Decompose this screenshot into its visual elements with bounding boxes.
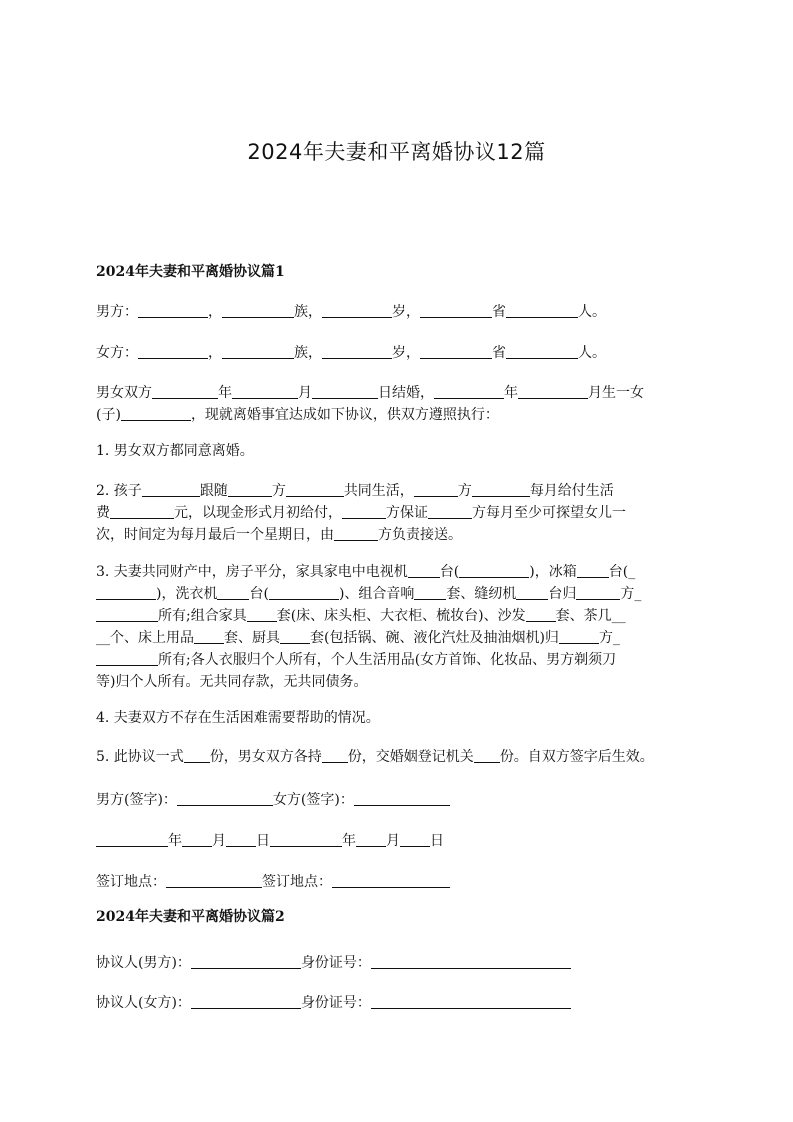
blank-field[interactable] [217,585,249,600]
blank-field[interactable] [420,303,492,318]
blank-field[interactable] [110,504,174,519]
blank-field[interactable] [96,651,158,666]
blank-field[interactable] [526,607,556,622]
date-line: 年 月 日 年 月 日 [96,830,696,852]
item-4: 4. 夫妻双方不存在生活困难需要帮助的情况。 [96,710,380,726]
blank-field[interactable] [414,482,458,497]
party-female-line: 协议人(女方)： 身份证号： [96,992,696,1014]
female-signature-field[interactable] [354,791,450,806]
blank-field[interactable] [459,563,529,578]
blank-field[interactable] [506,303,578,318]
place-field[interactable] [166,873,262,888]
item-3-line-4: __个、床上用品 套、厨具 套(包括锅、碗、液化汽灶及抽油烟机)归 方_ [96,630,620,646]
blank-field[interactable] [322,748,348,763]
female-info-line: 女方： ， 族， 岁， 省 人。 [96,345,606,361]
blank-field[interactable] [576,585,620,600]
blank-field[interactable] [232,384,298,399]
item-3-line-6: 等)归个人所有。无共同存款，无共同债务。 [96,674,368,690]
place-field[interactable] [332,873,450,888]
item-2-line-1: 2. 孩子 跟随 方 共同生活， 方 每月给付生活 [96,483,614,499]
party-female-name-field[interactable] [191,994,301,1009]
marriage-line-1: 男女双方 年 月 日结婚， 年 月生一女 [96,385,644,401]
year-field[interactable] [270,832,342,847]
party-male-id-field[interactable] [371,954,571,969]
item-3-line-1: 3. 夫妻共同财产中，房子平分，家具家电中电视机 台( )，冰箱 台(_ [96,564,636,580]
month-field[interactable] [182,832,212,847]
party-male-name-field[interactable] [191,954,301,969]
blank-field[interactable] [138,344,208,359]
item-5: 5. 此协议一式 份，男女双方各持 份，交婚姻登记机关 份。自双方签字后生效。 [96,749,654,765]
month-field[interactable] [356,832,386,847]
blank-field[interactable] [408,563,440,578]
item-2-line-2: 费 元，以现金形式月初给付， 方保证 方每月至少可探望女儿一 [96,505,626,521]
blank-field[interactable] [228,482,272,497]
party-male-line: 协议人(男方)： 身份证号： [96,952,696,974]
blank-field[interactable] [121,406,191,421]
blank-field[interactable] [474,748,500,763]
party-female-id-field[interactable] [371,994,571,1009]
blank-field[interactable] [516,585,548,600]
signature-line: 男方(签字)： 女方(签字)： [96,789,696,811]
blank-field[interactable] [322,344,392,359]
blank-field[interactable] [472,482,530,497]
blank-field[interactable] [334,526,378,541]
blank-field[interactable] [434,384,504,399]
blank-field[interactable] [247,607,277,622]
blank-field[interactable] [96,585,156,600]
blank-field[interactable] [222,344,294,359]
day-field[interactable] [226,832,256,847]
blank-field[interactable] [280,629,310,644]
item-1: 1. 男女双方都同意离婚。 [96,443,254,459]
blank-field[interactable] [286,482,344,497]
blank-field[interactable] [152,384,218,399]
year-field[interactable] [96,832,168,847]
blank-field[interactable] [269,585,339,600]
blank-field[interactable] [184,748,210,763]
blank-field[interactable] [142,482,200,497]
blank-field[interactable] [506,344,578,359]
blank-field[interactable] [428,504,472,519]
item-2-line-3: 次，时间定为每月最后一个星期日，由 方负责接送。 [96,527,462,543]
blank-field[interactable] [222,303,294,318]
section-heading-1: 2024年夫妻和平离婚协议篇1 [96,264,285,280]
male-signature-field[interactable] [177,791,273,806]
blank-field[interactable] [414,585,446,600]
place-line: 签订地点： 签订地点： [96,871,696,893]
item-3-line-5: 所有;各人衣服归个人所有，个人生活用品(女方首饰、化妆品、男方剃须刀 [96,649,696,671]
document-title: 2024年夫妻和平离婚协议12篇 [247,140,546,164]
section-heading-2: 2024年夫妻和平离婚协议篇2 [96,909,285,925]
blank-field[interactable] [138,303,208,318]
blank-field[interactable] [194,629,224,644]
blank-field[interactable] [342,504,386,519]
blank-field[interactable] [518,384,588,399]
blank-field[interactable] [312,384,378,399]
blank-field[interactable] [577,563,609,578]
item-3-line-2: )，洗衣机 台( )、组合音响 套、缝纫机 台归 方_ [96,583,696,605]
male-info-line: 男方： ， 族， 岁， 省 人。 [96,304,606,320]
blank-field[interactable] [559,629,599,644]
item-3-line-3: 所有;组合家具 套(床、床头柜、大衣柜、梳妆台)、沙发 套、茶几__ [96,605,696,627]
blank-field[interactable] [420,344,492,359]
day-field[interactable] [400,832,430,847]
blank-field[interactable] [322,303,392,318]
blank-field[interactable] [96,607,158,622]
marriage-line-2: (子) ，现就离婚事宜达成如下协议，供双方遵照执行： [96,407,499,423]
